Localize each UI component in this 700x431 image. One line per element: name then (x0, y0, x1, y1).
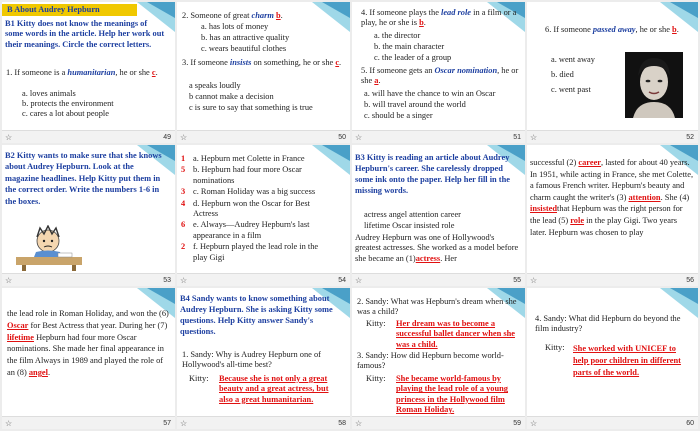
slide-55[interactable] (352, 145, 525, 286)
answer-blank-3: attention (628, 192, 661, 202)
question-4: 4. If someone plays the lead role in a film or a play, he or she is b. (361, 8, 517, 28)
slide-number: 54 (338, 277, 346, 284)
slide-number: 59 (513, 420, 521, 427)
word-bank-row-1: actress angel attention career (364, 210, 461, 219)
slide-number: 50 (338, 134, 346, 141)
question-3: 3. If someone insists on something, he or she c. (182, 58, 342, 67)
headline-item: 3 c. Roman Holiday was a big success (181, 187, 316, 197)
option-a: a. loves animals (22, 89, 76, 98)
headline-item: 4 d. Hepburn won the Oscar for Best Actress (181, 198, 310, 219)
star-icon: ☆ (180, 419, 188, 428)
answer-blank-8: angel (28, 367, 48, 377)
slide-footer (177, 416, 350, 429)
q6-option-a: a. went away (551, 55, 595, 64)
portrait-photo (625, 52, 683, 118)
answer-q1: Because she is not only a great beauty and a great actress, but also a great humanitarian. (219, 374, 329, 404)
answer-blank-1: actress (415, 253, 441, 263)
slide-50[interactable] (177, 2, 350, 143)
slide-footer (2, 273, 175, 286)
sandy-question-2: 2. Sandy: What was Hepburn's dream when she was a child? (357, 297, 517, 317)
star-icon: ☆ (355, 276, 363, 285)
slide-number: 55 (513, 277, 521, 284)
q2-option-b: b. has an attractive quality (201, 33, 290, 42)
answer-5: a (374, 76, 379, 86)
option-b: b. protects the environment (22, 99, 114, 108)
answer-q2: Her dream was to become a successful ballet dancer when she was a child. (396, 319, 515, 349)
b2-instructions: B2 Kitty wants to make sure that she knows about Audrey Hepburn. Look at the magazine headlines. Help Kitty put them in the correct order. Write the numbers 1-6 in the boxes. (5, 151, 162, 206)
q3-option-c: c is sure to say that something is true (189, 103, 313, 112)
answer-2: b (275, 11, 281, 20)
slide-number: 49 (163, 134, 171, 141)
slide-footer (352, 273, 525, 286)
answer-blank-7: lifetime (7, 332, 34, 342)
kitty-label: Kitty: (545, 343, 565, 352)
slide-number: 60 (686, 420, 694, 427)
article-paragraph: Audrey Hepburn was one of Hollywood's greatest actresses. She worked as a model before she became an (1)actress. Her (355, 233, 519, 263)
slide-footer (527, 130, 698, 143)
answer-blank-6: Oscar (7, 320, 29, 330)
answer-4: b (419, 18, 424, 28)
question-6: 6. If someone passed away, he or she b. (545, 25, 679, 34)
answer-blank-4: insisted (530, 204, 557, 214)
q3-option-a: a speaks loudly (189, 81, 241, 90)
q4-option-a: a. the director (374, 31, 421, 40)
star-icon: ☆ (355, 419, 363, 428)
q2-option-a: a. has lots of money (201, 22, 269, 31)
answer-q4: She worked with UNICEF to help poor children in different parts of the world. (573, 344, 681, 377)
q6-option-c: c. went past (551, 85, 591, 94)
slide-footer (177, 130, 350, 143)
slide-54[interactable] (177, 145, 350, 286)
star-icon: ☆ (530, 276, 538, 285)
word-bank-row-2: lifetime Oscar insisted role (364, 221, 455, 230)
question-2: 2. Someone of great charm b. (182, 11, 283, 20)
q5-option-a: a. will have the chance to win an Oscar (364, 89, 496, 98)
star-icon: ☆ (530, 133, 538, 142)
option-c: c. cares a lot about people (22, 109, 109, 118)
slide-footer (352, 130, 525, 143)
slide-number: 58 (338, 420, 346, 427)
slide-number: 56 (686, 277, 694, 284)
article-final: the lead role in Roman Holiday, and won the (6) Oscar for Best Actress that year. During her (7) lifetime Hepburn had four more Oscar nominations. She made her final appearance in the film Always in 1989 and played the role of an (8) angel. (7, 309, 169, 377)
kitty-label: Kitty: (189, 374, 209, 383)
star-icon: ☆ (180, 133, 188, 142)
q2-option-c: c. wears beautiful clothes (201, 44, 287, 53)
slide-52[interactable] (527, 2, 698, 143)
q6-option-b: b. died (551, 70, 574, 79)
slide-59[interactable] (352, 288, 525, 429)
q3-option-b: b cannot make a decision (189, 92, 274, 101)
answer-6: b (672, 25, 677, 34)
slide-49[interactable] (2, 2, 175, 143)
slide-58[interactable] (177, 288, 350, 429)
star-icon: ☆ (355, 133, 363, 142)
question-5: 5. If someone gets an Oscar nomination, he or she a. (361, 66, 519, 86)
answer-1: c (151, 68, 156, 77)
kitty-label: Kitty: (366, 319, 386, 328)
b4-instructions: B4 Sandy wants to know something about Audrey Hepburn. She is asking Kitty some questions. Help Kitty answer Sandy's questions. (180, 294, 333, 336)
slide-56[interactable] (527, 145, 698, 286)
sandy-question-3: 3. Sandy: How did Hepburn become world-famous? (357, 351, 504, 371)
slide-53[interactable] (2, 145, 175, 286)
star-icon: ☆ (5, 276, 13, 285)
headline-item: 1 a. Hepburn met Colette in France (181, 154, 305, 163)
b1-instructions: B1 Kitty does not know the meanings of some words in the article. Help her work out their meanings. Circle the correct letters. (5, 19, 165, 49)
slide-footer (527, 273, 698, 286)
star-icon: ☆ (5, 133, 13, 142)
star-icon: ☆ (180, 276, 188, 285)
slide-footer (527, 416, 698, 429)
headline-item: 6 e. Always—Audrey Hepburn's last appearance in a film (181, 220, 310, 240)
slide-footer (177, 273, 350, 286)
slide-footer (2, 416, 175, 429)
slide-footer (352, 416, 525, 429)
article-continued: successful (2) career, lasted for about 40 years. In 1951, while acting in France, she met Colette, a famous French writer. Hepburn's beauty and charm caught the writer's (3) attention. She (4) insistedthat Hepburn was the right person for the lead (5) role in the play Gigi. Two years later. Hepburn was chosen to play (530, 158, 694, 237)
sandy-question-1: 1. Sandy: Why is Audrey Hepburn one of Hollywood's all-time best? (182, 350, 321, 370)
slide-number: 53 (163, 277, 171, 284)
slide-51[interactable] (352, 2, 525, 143)
student-cartoon (14, 225, 84, 271)
kitty-label: Kitty: (366, 374, 386, 383)
star-icon: ☆ (5, 419, 13, 428)
slide-number: 57 (163, 420, 171, 427)
slide-57[interactable] (2, 288, 175, 429)
section-header: B About Audrey Hepburn (7, 5, 100, 14)
headline-item: 5 b. Hepburn had four more Oscar nominations (181, 165, 302, 185)
headline-item: 2 f. Hepburn played the lead role in the play Gigi (181, 242, 319, 262)
slide-footer (2, 130, 175, 143)
q4-option-b: b. the main character (374, 42, 445, 51)
b3-instructions: B3 Kitty is reading an article about Audrey Hepburn's career. She carelessly dropped some ink onto the paper. Help her fill in the missing words. (355, 153, 510, 195)
q5-option-b: b. will travel around the world (364, 100, 466, 109)
sandy-question-4: 4. Sandy: What did Hepburn do beyond the film industry? (535, 314, 681, 334)
slide-number: 52 (686, 134, 694, 141)
answer-q3: She became world-famous by playing the lead role of a young princess in the Hollywood film Roman Holiday. (396, 374, 508, 415)
answer-3: c (335, 58, 340, 67)
star-icon: ☆ (530, 419, 538, 428)
answer-blank-2: career (578, 158, 601, 167)
headline-list (181, 154, 347, 263)
q4-option-c: c. the leader of a group (374, 53, 452, 62)
slide-60[interactable] (527, 288, 698, 429)
question-1: 1. If someone is a humanitarian, he or she c. (6, 68, 158, 77)
q5-option-c: c. should be a singer (364, 111, 433, 120)
slide-number: 51 (513, 134, 521, 141)
answer-blank-5: role (570, 215, 585, 225)
